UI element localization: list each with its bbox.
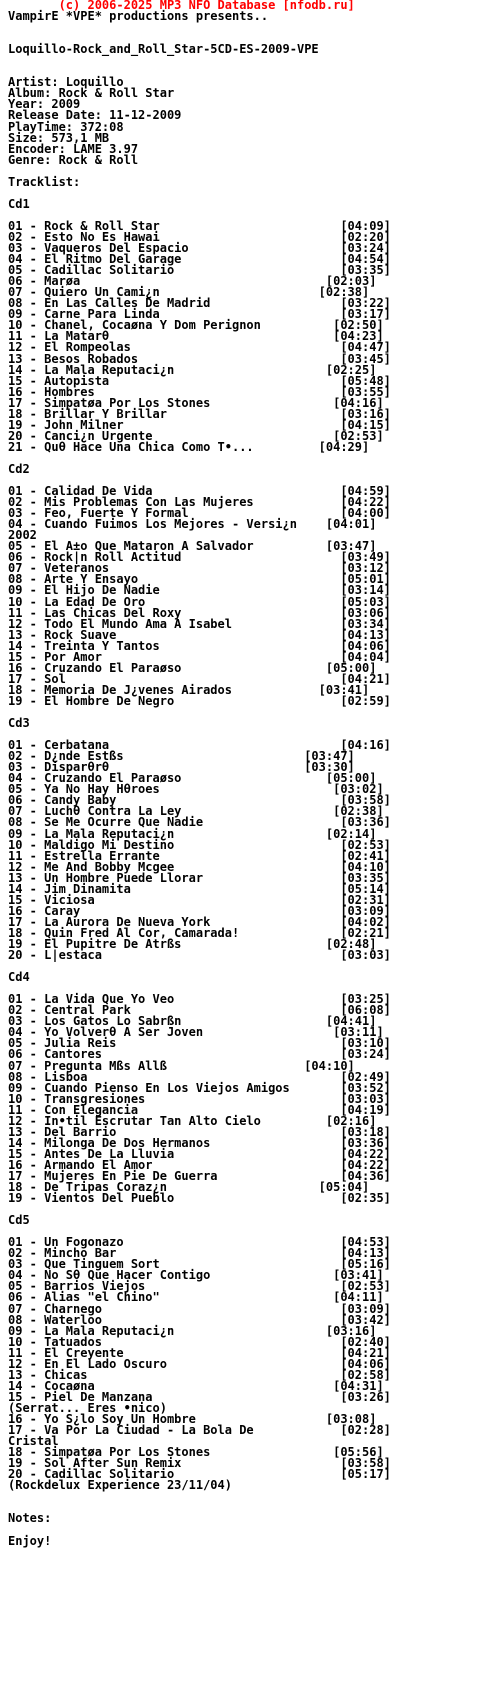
track-line: 16 - Hombres [03:55] [8, 384, 391, 399]
track-line: 12 - In•til Escrutar Tan Alto Cielo [02:16] [8, 1113, 377, 1128]
track-line: 14 - Treinta Y Tantos [04:06] [8, 638, 391, 653]
track-line: 02 - Central Park [06:08] [8, 1003, 391, 1018]
track-line: 12 - En El Lado Oscuro [04:06] [8, 1356, 391, 1371]
track-line: 10 - Tatuados [02:40] [8, 1334, 391, 1349]
track-line: 17 - Sol [04:21] [8, 671, 391, 686]
track-line: 18 - Brillar Y Brillar [03:16] [8, 406, 391, 421]
track-line: 01 - Calidad De Vida [04:59] [8, 484, 391, 499]
track-line: 09 - La Mala Reputaci¿n [02:14] [8, 826, 377, 841]
disc-heading: Cd5 [8, 1213, 30, 1228]
track-line: 09 - La Mala Reputaci¿n [03:16] [8, 1323, 377, 1338]
track-line: 03 - Los Gatos Lo Sabrßn [04:41] [8, 1014, 377, 1029]
track-line: 16 - Yo S¿lo Soy Un Hombre [03:08] [8, 1412, 377, 1426]
nfo-line: Loquillo-Rock_and_Roll_Star-5CD-ES-2009-VPE [8, 42, 319, 57]
track-line: 01 - Cerbatana [04:16] [8, 738, 391, 753]
track-line: 04 - Cuando Fuimos Los Mejores - Versi¿n [04:01] [8, 517, 377, 532]
disc-heading: Cd1 [8, 196, 30, 211]
blank-line [8, 188, 480, 199]
nfo-line: Release Date: 11-12-2009 [8, 108, 182, 123]
track-line: 14 - Jim Dinamita [05:14] [8, 881, 391, 896]
track-line: 12 - Todo El Mundo Ama A Isabel [03:34] [8, 616, 391, 631]
track-line: 07 - Veteranos [03:12] [8, 561, 391, 576]
disc-heading: Cd2 [8, 461, 30, 476]
track-line: 05 - Ya No Hay Hθroes [03:02] [8, 782, 384, 797]
blank-line [8, 453, 480, 464]
track-line: 20 - Cadillac Solitario [05:17] [8, 1467, 391, 1482]
track-line: 07 - Luchθ Contra La Ley [02:38] [8, 804, 384, 819]
track-line: 20 - Canci¿n Urgente [02:53] [8, 428, 384, 443]
disc-heading: Cd4 [8, 970, 30, 985]
track-line: 19 - Sol After Sun Remix [03:58] [8, 1456, 391, 1471]
track-line: 15 - Antes De La Lluvia [04:22] [8, 1146, 391, 1161]
track-line: 20 - L|estaca [03:03] [8, 948, 391, 963]
nfo-line: Size: 573,1 MB [8, 130, 110, 145]
track-line: 13 - Rock Suave [04:13] [8, 627, 391, 642]
track-line: 17 - Simpatøa Por Los Stones [04:16] [8, 395, 384, 410]
disc-heading: Cd3 [8, 716, 30, 731]
track-line: 02 - Mincho Bar [04:13] [8, 1246, 391, 1261]
nfo-line: Artist: Loquillo [8, 75, 124, 90]
track-line: 14 - La Mala Reputaci¿n [02:25] [8, 362, 377, 377]
track-line: 06 - Alias "el Chino" [04:11] [8, 1290, 384, 1305]
nfo-line: 2002 [8, 528, 37, 543]
track-line: 16 - Caray [03:09] [8, 903, 391, 918]
track-line: 10 - Maldigo Mi Destino [02:53] [8, 837, 391, 852]
blank-line [8, 1204, 480, 1215]
track-line: 15 - Por Amor [04:04] [8, 649, 391, 664]
track-line: 18 - De Tripas Coraz¿n [05:04] [8, 1180, 370, 1195]
track-line: 13 - Un Hombre Puede Llorar [03:35] [8, 870, 391, 885]
nfo-line: Tracklist: [8, 174, 81, 189]
nfo-copyright-header: (c) 2006-2025 MP3 NFO Database [nfodb.ru] [8, 0, 355, 12]
track-line: 14 - Milonga De Dos Hermanos [03:36] [8, 1135, 391, 1150]
track-line: 08 - Arte Y Ensayo [05:01] [8, 572, 391, 587]
track-line: 05 - Cadillac Solitario [03:35] [8, 263, 391, 278]
track-line: 03 - Vaqueros Del Espacio [03:24] [8, 241, 391, 256]
track-line: 01 - La Vida Que Yo Veo [03:25] [8, 992, 391, 1007]
track-line: 06 - Cantores [03:24] [8, 1047, 391, 1062]
blank-line [8, 707, 480, 718]
track-line: 01 - Rock & Roll Star [04:09] [8, 218, 391, 233]
blank-line [8, 55, 480, 66]
track-line: 11 - La Matarθ [04:23] [8, 329, 384, 344]
track-line: 08 - Se Me Ocurre Que Nadie [03:36] [8, 815, 391, 830]
track-line: 13 - Besos Robados [03:45] [8, 351, 391, 366]
track-line: 17 - Va Por La Ciudad - La Bola De [02:28] [8, 1423, 391, 1438]
nfo-line: Year: 2009 [8, 97, 81, 112]
nfo-line: Cristal [8, 1434, 59, 1449]
track-line: 21 - Quθ Hace Una Chica Como T•... [04:29] [8, 439, 370, 454]
track-line: 13 - Del Barrio [03:18] [8, 1124, 391, 1139]
track-line: 08 - En Las Calles De Madrid [03:22] [8, 296, 391, 311]
track-line: 07 - Pregunta Mßs Allß [04:10] [8, 1058, 355, 1073]
track-line: 03 - Disparθrθ [03:30] [8, 760, 355, 775]
track-line: 05 - Barrios Viejos [02:53] [8, 1279, 391, 1294]
track-line: 19 - El Hombre De Negro [02:59] [8, 693, 391, 708]
blank-line [8, 1524, 480, 1535]
track-line: 10 - Chanel, Cocaøna Y Dom Perignon [02:50] [8, 318, 384, 333]
track-line: 12 - El Rompeolas [04:47] [8, 340, 391, 355]
track-line: 11 - Con Elegancia [04:19] [8, 1102, 391, 1117]
blank-line [8, 1502, 480, 1513]
track-line: 02 - Mis Problemas Con Las Mujeres [04:22] [8, 495, 391, 510]
track-line: 04 - Cruzando El Paraøso [05:00] [8, 771, 377, 786]
track-line: 17 - La Aurora De Nueva York [04:02] [8, 914, 391, 929]
track-line: 12 - Me And Bobby Mcgee [04:10] [8, 859, 391, 874]
track-line: 15 - Autopista [05:48] [8, 373, 391, 388]
nfo-line: (Rockdelux Experience 23/11/04) [8, 1478, 232, 1493]
track-line: 10 - La Edad De Oro [05:03] [8, 594, 391, 609]
blank-line [8, 1491, 480, 1502]
track-line: 07 - Charnego [03:09] [8, 1301, 391, 1316]
track-line: 11 - Las Chicas Del Roxy [03:06] [8, 605, 391, 620]
track-line: 07 - Quiero Un Cami¿n [02:38] [8, 285, 370, 300]
track-line: 09 - Cuando Pienso En Los Viejos Amigos [03:52] [8, 1080, 391, 1095]
track-line: 16 - Cruzando El Paraøso [05:00] [8, 660, 377, 675]
track-line: 11 - El Creyente [04:21] [8, 1345, 391, 1360]
track-line: 03 - Que Tinguem Sort [05:16] [8, 1257, 391, 1272]
nfo-line: Genre: Rock & Roll [8, 152, 139, 167]
track-line: 06 - Candy Baby [03:58] [8, 793, 391, 808]
track-line: 15 - Viciosa [02:31] [8, 892, 391, 907]
track-line: 19 - Vientos Del Pueblo [02:35] [8, 1191, 391, 1206]
nfo-line: (Serrat... Eres •nico) [8, 1400, 167, 1415]
track-line: 11 - Estrella Errante [02:41] [8, 848, 391, 863]
track-line: 10 - Transgresiones [03:03] [8, 1091, 391, 1106]
track-line: 04 - El Ritmo Del Garage [04:54] [8, 252, 391, 267]
track-line: 03 - Feo, Fuerte Y Formal [04:00] [8, 506, 391, 521]
track-line: 09 - El Hijo De Nadie [03:14] [8, 583, 391, 598]
track-line: 01 - Un Fogonazo [04:53] [8, 1235, 391, 1250]
track-line: 19 - John Milner [04:15] [8, 417, 391, 432]
track-line: 15 - Piel De Manzana [03:26] [8, 1389, 391, 1404]
track-line: 08 - Lisboa [02:49] [8, 1069, 391, 1084]
blank-line [8, 22, 480, 33]
track-line: 19 - El Pupitre De Atrßs [02:48] [8, 936, 377, 951]
track-line: 06 - Rock|n Roll Actitud [03:49] [8, 550, 391, 565]
track-line: 04 - Yo Volverθ A Ser Joven [03:11] [8, 1025, 384, 1040]
track-line: 08 - Waterloo [03:42] [8, 1312, 391, 1327]
track-line: 04 - No Sθ Que Hacer Contigo [03:41] [8, 1268, 384, 1283]
nfo-line: PlayTime: 372:08 [8, 119, 124, 134]
track-line: 17 - Mujeres En Pie De Guerra [04:36] [8, 1168, 391, 1183]
track-line: 02 - D¿nde Estßs [03:47] [8, 749, 355, 764]
track-line: 18 - Memoria De J¿venes Airados [03:41] [8, 682, 370, 697]
track-line: 18 - Quin Fred Al Cor, Camarada! [02:21] [8, 925, 391, 940]
nfo-line: Encoder: LAME 3.97 [8, 141, 139, 156]
track-line: 05 - El A±o Que Mataron A Salvador [03:47] [8, 539, 377, 554]
track-line: 18 - Simpatøa Por Los Stones [05:56] [8, 1445, 384, 1460]
nfo-line: VampirE *VPE* productions presents.. [8, 9, 269, 24]
track-line: 02 - Esto No Es Hawai [02:20] [8, 229, 391, 244]
nfo-line: Notes: [8, 1511, 52, 1526]
track-line: 16 - Armando El Amor [04:22] [8, 1157, 391, 1172]
blank-line [8, 961, 480, 972]
nfo-line: Album: Rock & Roll Star [8, 86, 175, 101]
track-line: 06 - Marøa [02:03] [8, 274, 377, 289]
track-line: 14 - Cocaøna [04:31] [8, 1378, 384, 1393]
track-line: 09 - Carne Para Linda [03:17] [8, 307, 391, 322]
track-line: 13 - Chicas [02:58] [8, 1367, 391, 1382]
track-line: 05 - Julia Reis [03:10] [8, 1036, 391, 1051]
nfo-line: Enjoy! [8, 1533, 52, 1548]
